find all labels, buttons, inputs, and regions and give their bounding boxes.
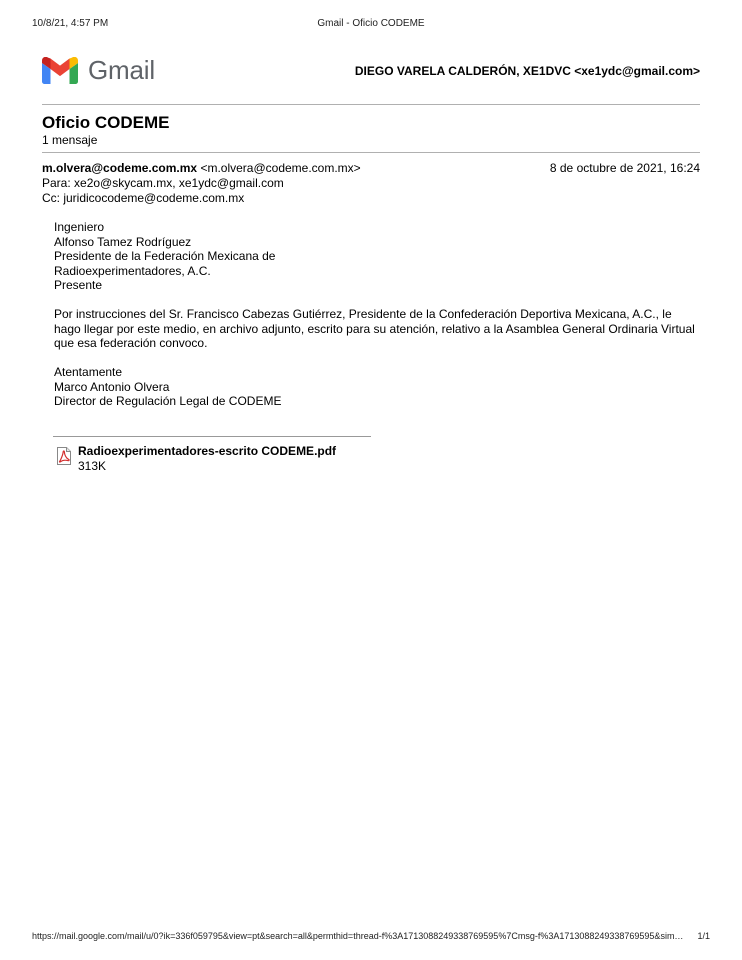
sender-email: <m.olvera@codeme.com.mx> [200, 161, 361, 175]
print-url: https://mail.google.com/mail/u/0?ik=336f059795&view=pt&search=all&permthid=thread-f%3A1713088249338769595%7Cmsg-f%3A1713088249338769595&sim… [32, 931, 684, 941]
closing-line: Marco Antonio Olvera [54, 379, 170, 394]
salutation-line: Presidente de la Federación Mexicana de [54, 249, 276, 263]
paragraph-line: que esa federación convoco. [54, 336, 208, 350]
closing-block [54, 365, 694, 409]
gmail-logo-text: Gmail [88, 54, 155, 85]
closing-line: Atentamente [54, 365, 123, 379]
print-page-title: Gmail - Oficio CODEME [317, 18, 425, 29]
body-paragraph [54, 307, 694, 351]
message-date: 8 de octubre de 2021, 16:24 [549, 161, 700, 175]
attachment-divider [53, 436, 371, 437]
attachment-filename[interactable]: Radioexperimentadores-escrito CODEME.pdf [78, 444, 337, 458]
gmail-m-icon [42, 57, 78, 84]
message-body [54, 220, 694, 423]
to-line: Para: xe2o@skycam.mx, xe1ydc@gmail.com [42, 176, 284, 190]
gmail-logo [42, 55, 155, 85]
salutation-line: Ingeniero [54, 220, 105, 234]
print-footer [32, 931, 710, 945]
salutation-line: Radioexperimentadores, A.C. [54, 263, 211, 278]
print-datetime: 10/8/21, 4:57 PM [32, 18, 109, 29]
salutation-block [54, 220, 694, 293]
closing-line: Director de Regulación Legal de CODEME [54, 394, 282, 408]
pdf-file-icon [56, 447, 72, 465]
message-header [42, 161, 700, 206]
paragraph-line: hago llegar por este medio, en archivo adjunto, escrito para su atención, relativo a la Asamblea General Ordinaria Virtual [54, 321, 695, 336]
print-page-number: 1/1 [697, 931, 710, 941]
top-bar [42, 52, 700, 88]
message-count: 1 mensaje [42, 133, 98, 147]
divider [42, 104, 700, 105]
cc-line: Cc: juridicocodeme@codeme.com.mx [42, 191, 245, 205]
salutation-line: Alfonso Tamez Rodríguez [54, 234, 192, 249]
paragraph-line: Por instrucciones del Sr. Francisco Cabezas Gutiérrez, Presidente de la Confederación Deportiva Mexicana, A.C., le [54, 307, 672, 321]
salutation-line: Presente [54, 278, 103, 292]
thread-subject: Oficio CODEME [42, 113, 170, 132]
divider [42, 152, 700, 153]
print-header [32, 18, 710, 32]
attachment-size: 313K [78, 459, 107, 473]
account-name: DIEGO VARELA CALDERÓN, XE1DVC <xe1ydc@gmail.com> [354, 64, 700, 78]
from-line [42, 161, 700, 176]
sender-name: m.olvera@codeme.com.mx [42, 161, 198, 175]
